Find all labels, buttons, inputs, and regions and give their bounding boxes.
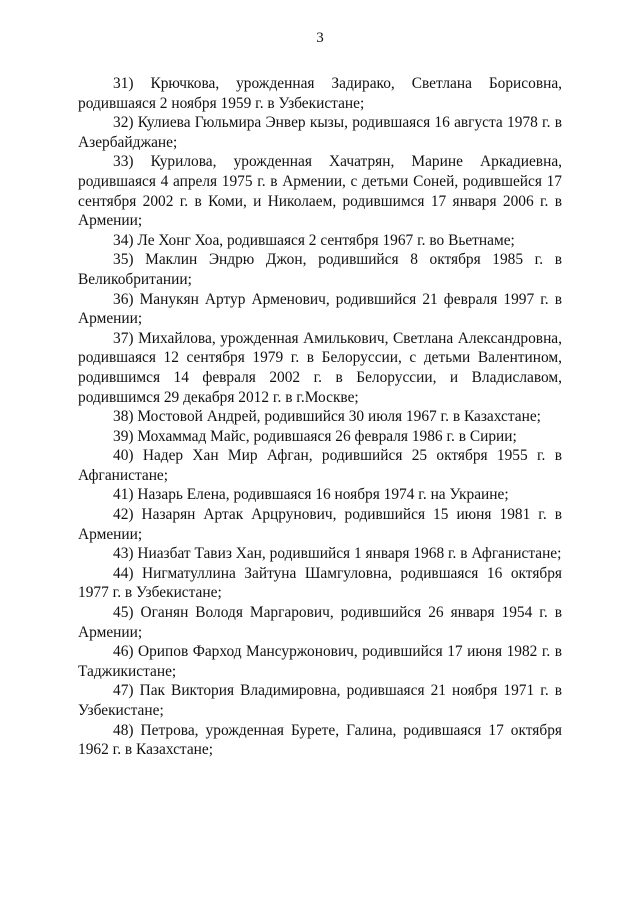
list-item: 36) Манукян Артур Арменович, родившийся 21 февраля 1997 г. в Армении;: [78, 290, 562, 328]
list-item: 41) Назарь Елена, родившаяся 16 ноября 1974 г. на Украине;: [113, 486, 509, 504]
list-item: 44) Нигматуллина Зайтуна Шамгуловна, родившаяся 16 октября 1977 г. в Узбекистане;: [78, 564, 562, 602]
list-item: 37) Михайлова, урожденная Амилькович, Светлана Александровна, родившаяся 12 сентября 1979 г. в Белоруссии, с детьми Валентином, родившимся 14 февраля 2002 г. в Белоруссии, и Владиславом, родившимся 29 декабря 2012 г. в г.Москве;: [78, 329, 562, 406]
list-item: 38) Мостовой Андрей, родившийся 30 июля 1967 г. в Казахстане;: [113, 408, 541, 426]
entry-list: [78, 74, 562, 760]
list-item: 43) Ниазбат Тавиз Хан, родившийся 1 января 1968 г. в Афганистане;: [113, 545, 562, 563]
list-item: 47) Пак Виктория Владимировна, родившаяся 21 ноября 1971 г. в Узбекистане;: [78, 682, 562, 719]
list-item: 35) Маклин Эндрю Джон, родившийся 8 октября 1985 г. в Великобритании;: [78, 251, 562, 288]
list-item: 40) Надер Хан Мир Афган, родившийся 25 октября 1955 г. в Афганистане;: [78, 447, 562, 484]
list-item: 31) Крючкова, урожденная Задирако, Светлана Борисовна, родившаяся 2 ноября 1959 г. в Узбекистане;: [78, 75, 562, 112]
list-item: 33) Курилова, урожденная Хачатрян, Марине Аркадиевна, родившаяся 4 апреля 1975 г. в Армении, с детьми Соней, родившейся 17 сентября 2002 г. в Коми, и Николаем, родившимся 17 января 2006 г. в Армении;: [78, 153, 562, 230]
list-item: 42) Назарян Артак Арцрунович, родившийся 15 июня 1981 г. в Армении;: [78, 506, 562, 543]
list-item: 34) Ле Хонг Хоа, родившаяся 2 сентября 1967 г. во Вьетнаме;: [113, 231, 515, 249]
list-item: 46) Орипов Фарход Мансуржонович, родившийся 17 июня 1982 г. в Таджикистане;: [78, 643, 562, 680]
list-item: 48) Петрова, урожденная Бурете, Галина, родившаяся 17 октября 1962 г. в Казахстане;: [78, 721, 562, 759]
list-item: 32) Кулиева Гюльмира Энвер кызы, родившаяся 16 августа 1978 г. в Азербайджане;: [78, 114, 562, 151]
list-item: 45) Оганян Володя Маргарович, родившийся 26 января 1954 г. в Армении;: [78, 604, 562, 641]
page-number: 3: [316, 30, 324, 46]
list-item: 39) Мохаммад Майс, родившаяся 26 февраля 1986 г. в Сирии;: [113, 427, 517, 445]
